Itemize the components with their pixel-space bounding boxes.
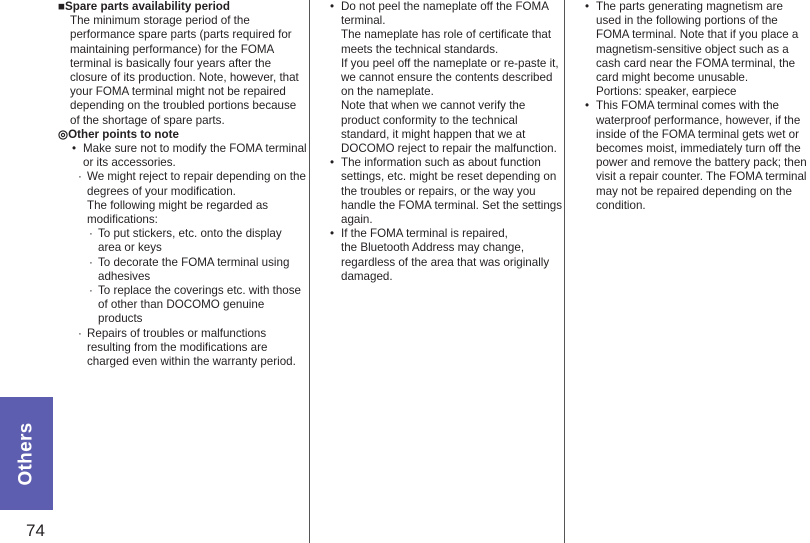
bullet-marker: • xyxy=(330,227,335,241)
list-item xyxy=(78,170,308,227)
column-divider xyxy=(309,0,310,543)
bullet-marker: • xyxy=(330,156,335,170)
bluetooth-note: If the FOMA terminal is repaired, xyxy=(341,227,508,241)
column-divider xyxy=(564,0,565,543)
modification-stickers: To put stickers, etc. onto the display area or keys xyxy=(98,227,282,255)
list-item xyxy=(89,227,308,255)
settings-reset-note: The information such as about function settings, etc. might be reset depending on the troubles or repairs, or the way you handle the FOMA terminal. Set the settings again. xyxy=(341,156,563,227)
modification-coverings: To replace the coverings etc. with those of other than DOCOMO genuine products xyxy=(98,284,301,326)
dot-marker: · xyxy=(89,255,93,269)
nameplate-note: Do not peel the nameplate off the FOMA terminal. xyxy=(341,0,549,28)
list-item xyxy=(328,156,563,227)
spare-parts-body: The minimum storage period of the performance spare parts (parts required for maintaining performance) for the FOMA terminal is basically four years after the closure of its production. Note, however, that your FOMA terminal might not be repaired depending on the troubled portions because of the shortage of spare parts. xyxy=(70,14,299,127)
list-item xyxy=(328,0,563,156)
modify-note: Make sure not to modify the FOMA terminal or its accessories. xyxy=(83,142,307,170)
dot-marker: · xyxy=(78,326,82,340)
nameplate-conformity-text: Note that when we cannot verify the product conformity to the technical standard, it might happen that we at DOCOMO reject to repair the malfunction. xyxy=(341,99,557,156)
magnetism-portions: Portions: speaker, earpiece xyxy=(596,85,737,99)
dot-marker: · xyxy=(78,170,82,184)
section-tab-text: Others xyxy=(15,421,37,486)
dot-marker: · xyxy=(89,284,93,298)
nameplate-role-text: The nameplate has role of certificate that meets the technical standards. xyxy=(341,28,552,56)
bullet-marker: • xyxy=(585,99,590,113)
spare-parts-heading: ■Spare parts availability period xyxy=(58,0,230,13)
column-left xyxy=(58,0,308,369)
bullet-marker: • xyxy=(330,0,335,13)
waterproof-note: This FOMA terminal comes with the waterproof performance, however, if the inside of the FOMA terminal gets wet or becomes moist, immediately turn off the power and remove the battery pack; then visit a repair counter. The FOMA terminal may not be repaired depending on the condition. xyxy=(596,99,807,212)
column-middle xyxy=(328,0,563,284)
section-tab xyxy=(0,397,53,510)
list-item xyxy=(89,284,308,327)
list-item xyxy=(78,327,308,370)
bullet-marker: • xyxy=(585,0,590,13)
repair-reject-text: We might reject to repair depending on the degrees of your modification. xyxy=(87,170,306,198)
list-item xyxy=(70,142,308,170)
list-item xyxy=(89,256,308,284)
page-number: 74 xyxy=(26,521,45,540)
dot-marker: · xyxy=(89,227,93,241)
other-points-heading: ◎Other points to note xyxy=(58,127,179,141)
section-tab-label xyxy=(0,397,53,510)
modification-decorate: To decorate the FOMA terminal using adhesives xyxy=(98,255,290,283)
list-item xyxy=(583,99,810,213)
column-right xyxy=(583,0,810,213)
bullet-marker: • xyxy=(72,142,77,156)
list-item xyxy=(328,227,563,284)
magnetism-note: The parts generating magnetism are used in the following portions of the FOMA terminal. Note that if you place a magnetism-sensitive object such as a cash card near the FOMA terminal, the card might become unusable. xyxy=(596,0,799,85)
charged-repairs-text: Repairs of troubles or malfunctions resulting from the modifications are charged even within the warranty period. xyxy=(87,326,296,369)
modifications-intro: The following might be regarded as modifications: xyxy=(87,198,269,227)
nameplate-repaste-text: If you peel off the nameplate or re-paste it, we cannot ensure the contents described on the nameplate. xyxy=(341,56,559,99)
list-item xyxy=(583,0,810,99)
bluetooth-address-text: the Bluetooth Address may change, regardless of the area that was originally damaged. xyxy=(341,241,550,283)
